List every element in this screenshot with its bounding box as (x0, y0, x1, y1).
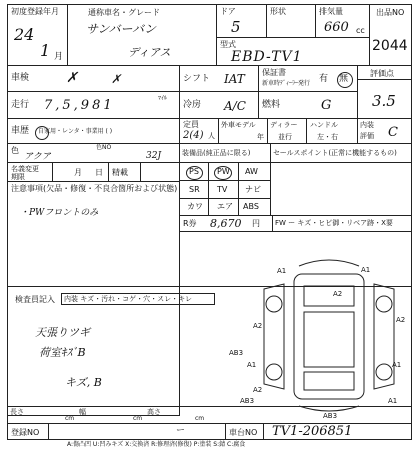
reg-date-label: 初度登録年月 (11, 7, 59, 16)
lot-label: 出品NO (376, 8, 405, 17)
book-label: 精載 (112, 168, 128, 177)
chassis-label: 車台NO (229, 428, 258, 437)
chassis-number: TV1-206851 (272, 424, 353, 439)
interior-cell (357, 118, 412, 144)
r-number-unit: 円 (252, 219, 260, 228)
shaken-mark-2: ✗ (111, 72, 122, 86)
car-name: サンバーバン (86, 22, 156, 36)
reg-no-dash: ー (176, 426, 186, 436)
damage-mark-6: AB3 (229, 349, 244, 357)
windshield-outline (304, 286, 354, 306)
use-options: 自家用・レンタ・事業用 ( ) (38, 128, 113, 135)
color-value: アクア (24, 152, 51, 162)
lot-number: 2044 (372, 38, 408, 54)
car-name-label: 通称車名・グレード (88, 8, 160, 17)
equipment-header (179, 143, 271, 163)
handle-cell (306, 118, 358, 144)
wheel-rl (266, 364, 282, 380)
name-change-day: 日 (95, 168, 103, 177)
shift-cell (179, 65, 259, 92)
car-diagram (239, 244, 409, 424)
selling-area (270, 162, 412, 216)
width-unit: cm (133, 415, 143, 422)
front-bumper-outline (299, 260, 359, 266)
wheel-fl (266, 296, 282, 312)
model-change-cell (218, 118, 268, 144)
length-unit: cm (65, 415, 75, 422)
name-change-month: 月 (74, 168, 82, 177)
height-label: 高さ (147, 408, 161, 416)
eq-h2 (180, 198, 270, 199)
score-value: 3.5 (372, 92, 396, 110)
damage-mark-10: AB3 (240, 397, 255, 405)
r-number-value: 8,670 (210, 217, 242, 230)
warranty-yes: 有 (319, 74, 329, 84)
lot-box (373, 27, 410, 61)
handle-label: ハンドル (310, 121, 338, 129)
height-unit: cm (195, 415, 205, 422)
ac-label: 冷房 (183, 100, 202, 110)
eq-navi: ナビ (245, 185, 261, 194)
warranty-label: 保証書 (262, 68, 286, 77)
wheel-fr (376, 296, 392, 312)
displacement-value: 660 (324, 20, 349, 35)
name-change-label: 名義変更期限 (11, 165, 39, 181)
length-label: 長さ (10, 408, 24, 416)
month-unit: 月 (54, 52, 64, 62)
inspector-legend: 内装 キズ・汚れ・コゲ・穴・スレ・キレ (64, 295, 193, 303)
inspector-comment-3: キズ, B (65, 376, 102, 389)
wheel-rr (376, 364, 392, 380)
eq-air: エア (217, 202, 233, 211)
inspector-legend-box (61, 293, 215, 305)
eq-v1 (208, 163, 209, 215)
mileage-label: 走行 (11, 100, 30, 110)
footer-top-line (7, 406, 412, 407)
damage-mark-7: A1 (247, 361, 257, 369)
name-change-div1 (52, 163, 53, 182)
model-value: EBD-TV1 (231, 49, 303, 65)
model-label: 型式 (220, 40, 236, 49)
color-no-value: 32J (146, 151, 162, 161)
capacity-unit: 人 (208, 132, 215, 140)
selling-label: セールスポイント(正常に機能するもの) (273, 149, 397, 157)
warranty-cell (258, 65, 358, 92)
damage-mark-4: A2 (253, 322, 263, 330)
equipment-label: 装備品(純正品に限る) (182, 149, 251, 157)
rear-window-outline (304, 372, 354, 390)
handle-value: 左・右 (317, 133, 338, 141)
shaken-mark-1: ✗ (66, 70, 78, 86)
cc-unit: cc (356, 26, 365, 35)
reg-date-cell (7, 4, 68, 66)
warranty-sub: 新車時ﾃﾞｨｰﾗｰ発行 (262, 80, 311, 87)
shaken-cell (7, 65, 180, 92)
eq-ps: PS (189, 167, 199, 176)
damage-mark-2: A1 (361, 266, 371, 274)
eq-h1 (180, 180, 270, 181)
mileage-cell (7, 91, 180, 119)
eq-leather: カワ (187, 202, 203, 211)
fuel-cell (258, 91, 358, 119)
color-no-label: 色NO (96, 144, 112, 151)
model-change-label: 外車モデル (221, 121, 256, 129)
eq-sr: SR (189, 185, 200, 194)
name-change-div3 (140, 163, 141, 182)
use-label: 車歴 (11, 126, 30, 136)
bottom-legend: A:傷凸凹 U:凹みキズ X:交換済 R:修理済(修復) P:塗装 S:錆 C:腐食 (67, 441, 246, 448)
score-cell (357, 65, 412, 119)
capacity-cell (179, 118, 219, 144)
name-change-div2 (108, 163, 109, 182)
inspector-comment-1: 天張りツギ (35, 326, 90, 339)
displacement-label: 排気量 (319, 7, 343, 16)
eq-abs: ABS (243, 202, 259, 211)
reg-no-label: 登録NO (11, 428, 40, 437)
auction-sheet (7, 4, 412, 448)
doors-label: ドア (220, 7, 236, 16)
damage-mark-11: A1 (388, 397, 398, 405)
damage-mark-12: AB3 (323, 412, 338, 420)
eq-tv: TV (217, 185, 228, 194)
inspector-comment-2: 荷室ｷｽﾞB (39, 346, 86, 359)
r-number-row (179, 215, 412, 232)
r-number-label: R券 (183, 219, 197, 228)
eq-v2 (238, 163, 239, 215)
damage-mark-1: A1 (277, 267, 287, 275)
capacity-label: 定員 (183, 120, 199, 129)
interior-sub: 評価 (360, 132, 374, 140)
footer-div3 (263, 424, 264, 439)
damage-mark-8: A1 (392, 361, 402, 369)
dealer-cell (267, 118, 307, 144)
doors-value: 5 (231, 18, 241, 36)
mileage-value: 7,5,981 (44, 98, 115, 113)
color-label: 色 (11, 146, 19, 155)
notes-header: 注意事項(欠品・修復・不良合箇所および状態) (11, 184, 178, 193)
mileage-unit: ﾏｲﾙ (158, 95, 168, 102)
interior-label: 内装 (360, 121, 374, 129)
footer-row (7, 423, 412, 440)
r-legend: FW ー キズ・ヒビ御・リベア跡・X要 (275, 219, 393, 227)
grade: ディアス (128, 46, 171, 59)
doors-cell (216, 4, 267, 38)
note-1: ・PWフロントのみ (20, 208, 99, 218)
footer-div1 (48, 424, 49, 439)
ac-value: A/C (224, 99, 246, 113)
displacement-cell (315, 4, 370, 38)
ac-cell (179, 91, 259, 119)
interior-value: C (388, 125, 398, 140)
shift-value: IAT (224, 72, 245, 86)
selling-header (270, 143, 412, 163)
lot-cell (369, 4, 412, 66)
damage-mark-9: A2 (253, 386, 263, 394)
score-divider (357, 79, 412, 80)
inspector-label: 検査員記入 (15, 295, 55, 304)
capacity-value: 2(4) (183, 130, 204, 141)
name-change-cell (7, 162, 180, 182)
car-name-cell (67, 4, 217, 66)
shape-label: 形状 (270, 7, 286, 16)
equipment-grid (179, 162, 271, 216)
eq-pw: PW (217, 167, 230, 176)
warranty-no: 無 (339, 74, 349, 84)
roof-outline (304, 312, 354, 367)
model-change-unit: 年 (257, 133, 264, 141)
dealer-sub: 並行 (278, 133, 292, 141)
damage-mark-3: A2 (333, 290, 343, 298)
r-divider (272, 216, 273, 231)
dealer-label: ディラー (270, 121, 298, 129)
damage-mark-5: A2 (396, 316, 406, 324)
model-cell (216, 37, 370, 66)
fuel-value: G (321, 98, 332, 113)
eq-aw: AW (245, 167, 258, 176)
reg-month: 1 (40, 41, 51, 60)
color-cell (7, 143, 180, 163)
reg-year: 24 (14, 25, 35, 44)
footer-div2 (225, 424, 226, 439)
shaken-label: 車検 (11, 73, 30, 83)
width-label: 幅 (79, 408, 86, 416)
fuel-label: 燃料 (262, 100, 281, 110)
shift-label: シフト (183, 74, 211, 84)
use-cell (7, 118, 180, 144)
shape-cell (266, 4, 316, 38)
score-label: 評価点 (370, 69, 394, 78)
